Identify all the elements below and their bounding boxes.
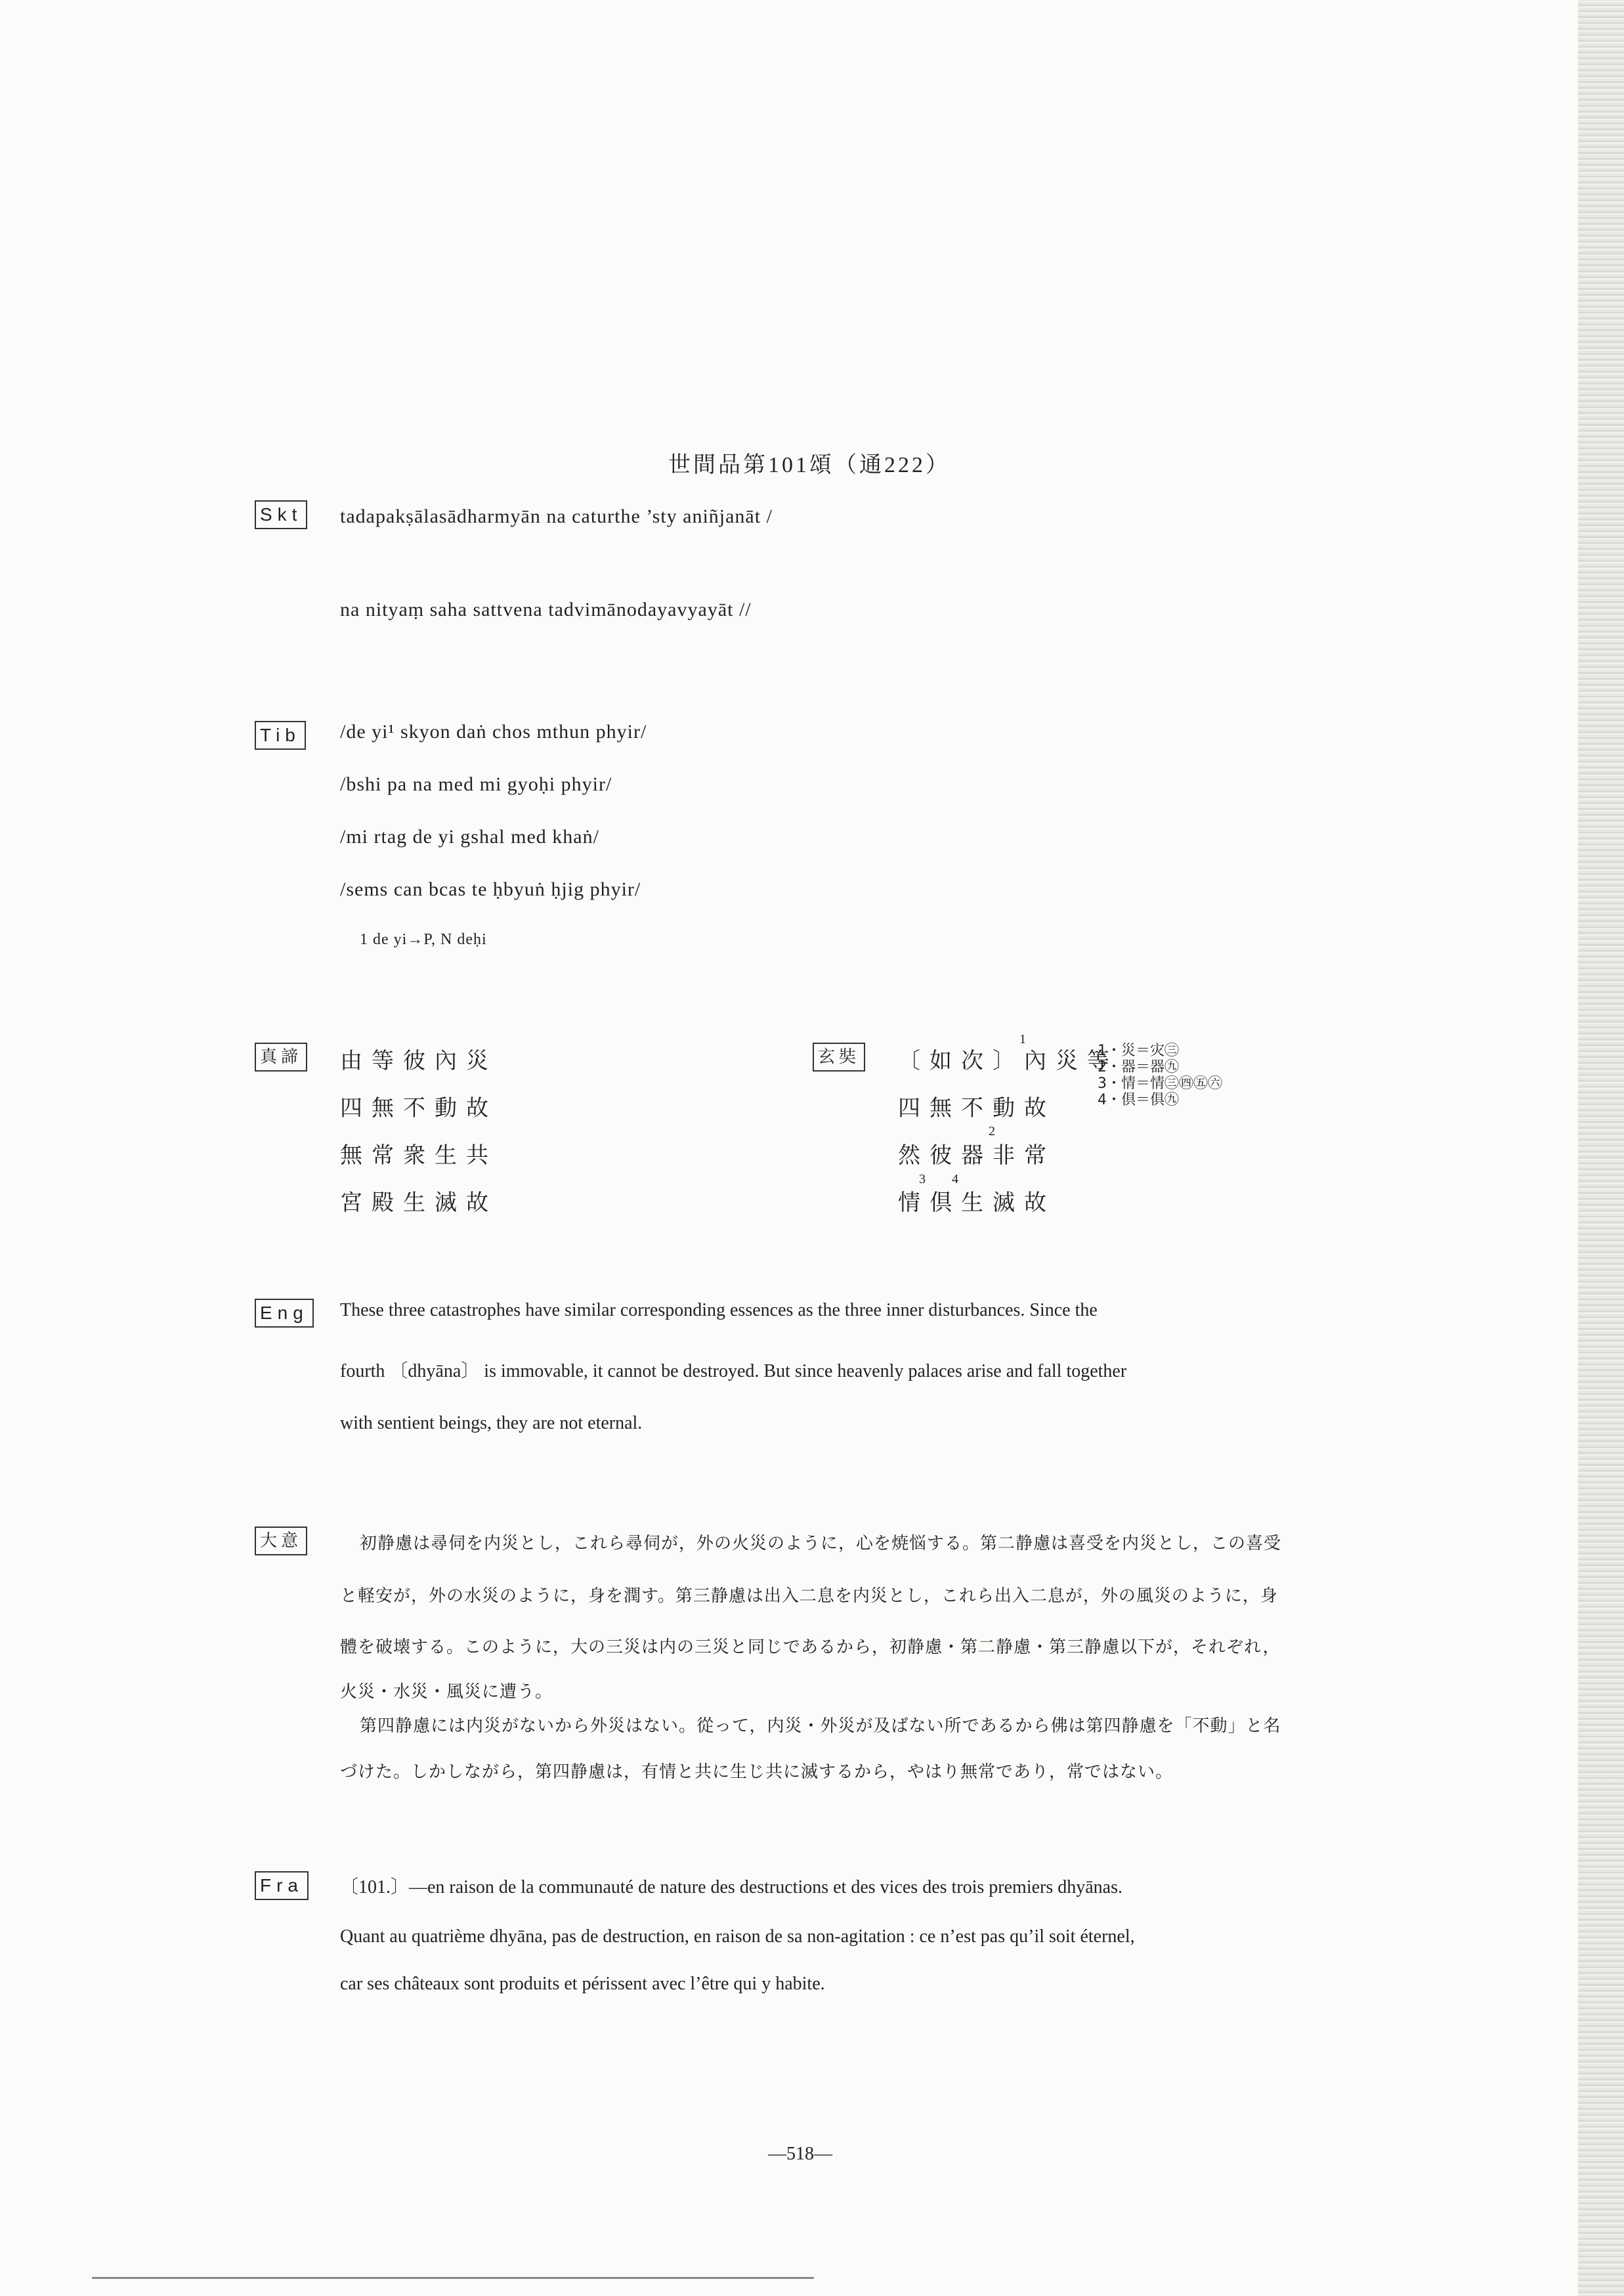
fra-tag: Fra: [255, 1871, 309, 1900]
tib-line-2: /bshi pa na med mi gyoḥi phyir/: [340, 773, 612, 795]
xuanzang-superscript-1: 1: [1019, 1032, 1026, 1047]
variant-note-4: 4・倶＝俱㊈: [1098, 1092, 1179, 1108]
scan-edge-noise: [1578, 0, 1624, 2296]
variant-note-1: 1・災＝灾㊂: [1098, 1043, 1179, 1059]
eng-line-2: fourth 〔dhyāna〕 is immovable, it cannot be destroyed. But since heavenly palaces arise and fall together: [340, 1361, 1127, 1381]
eng-tag: Eng: [255, 1299, 314, 1328]
fra-line-1: 〔101.〕—en raison de la communauté de nature des destructions et des vices des trois premiers dhyānas.: [340, 1877, 1123, 1897]
skt-line-2: na nityaṃ saha sattvena tadvimānodayavyayāt //: [340, 599, 752, 620]
skt-line-1: tadapakṣālasādharmyān na caturthe ’sty aniñjanāt /: [340, 506, 773, 527]
xuanzang-superscript-3: 3: [919, 1172, 926, 1186]
tib-line-4: /sems can bcas te ḥbyuṅ ḥjig phyir/: [340, 878, 641, 900]
paramartha-line-3: 無常衆生共: [340, 1142, 498, 1169]
xuanzang-line-4: 情倶生滅故: [898, 1190, 1056, 1216]
eng-line-3: with sentient beings, they are not eternal.: [340, 1413, 643, 1433]
taii-tag: 大意: [255, 1527, 307, 1555]
xuanzang-line-3: 然彼器非常: [898, 1142, 1056, 1169]
fra-line-3: car ses châteaux sont produits et périssent avec l’être qui y habite.: [340, 1974, 825, 1994]
paramartha-line-2: 四無不動故: [340, 1095, 498, 1121]
taii-line-5: 第四静慮には内災がないから外災はない。從って，内災・外災が及ばない所であるから佛は第四静慮を「不動」と名: [360, 1716, 1281, 1736]
xuanzang-variant-notes: [1098, 1043, 1222, 1108]
page-number: —518—: [768, 2144, 832, 2164]
scan-bottom-line: [92, 2277, 814, 2279]
xuanzang-tag: 玄奘: [813, 1043, 865, 1072]
taii-line-4: 火災・水災・風災に遭う。: [340, 1682, 553, 1702]
taii-line-1: 初静慮は尋伺を内災とし，これら尋伺が，外の火災のように，心を焼悩する。第二静慮は喜受を内災とし，この喜受: [360, 1534, 1282, 1553]
paramartha-line-1: 由等彼內災: [340, 1048, 498, 1074]
tib-tag: Tib: [255, 721, 306, 750]
tib-line-3: /mi rtag de yi gshal med khaṅ/: [340, 826, 599, 848]
xuanzang-line-2: 四無不動故: [898, 1095, 1056, 1121]
xuanzang-superscript-4: 4: [952, 1172, 958, 1186]
taii-line-2: と軽安が，外の水災のように，身を潤す。第三静慮は出入二息を内災とし，これら出入二息が，外の風災のように，身: [340, 1586, 1278, 1606]
xuanzang-superscript-2: 2: [989, 1124, 995, 1138]
tib-line-1: /de yi¹ skyon daṅ chos mthun phyir/: [340, 721, 647, 743]
tib-footnote: 1 de yi→P, N deḥi: [360, 931, 487, 948]
paramartha-line-4: 宮殿生滅故: [340, 1190, 498, 1216]
variant-note-3: 3・情＝情㊂㊃㊄㊅: [1098, 1075, 1222, 1092]
variant-note-2: 2・器＝器㊈: [1098, 1059, 1179, 1075]
paramartha-tag: 真諦: [255, 1043, 307, 1072]
fra-line-2: Quant au quatrième dhyāna, pas de destruction, en raison de sa non-agitation : ce n’est pas qu’il soit éternel,: [340, 1926, 1135, 1947]
xuanzang-line-1: 〔如次〕內災等: [898, 1048, 1119, 1074]
page-title: 世間品第101頌（通222）: [668, 453, 951, 477]
eng-line-1: These three catastrophes have similar corresponding essences as the three inner disturbances. Since the: [340, 1300, 1098, 1320]
taii-line-3: 體を破壊する。このように，大の三災は内の三災と同じであるから，初静慮・第二静慮・第三静慮以下が，それぞれ，: [340, 1637, 1281, 1657]
taii-line-6: づけた。しかしながら，第四静慮は，有情と共に生じ共に滅するから，やはり無常であり，常ではない。: [340, 1762, 1174, 1782]
skt-tag: Skt: [255, 500, 307, 529]
